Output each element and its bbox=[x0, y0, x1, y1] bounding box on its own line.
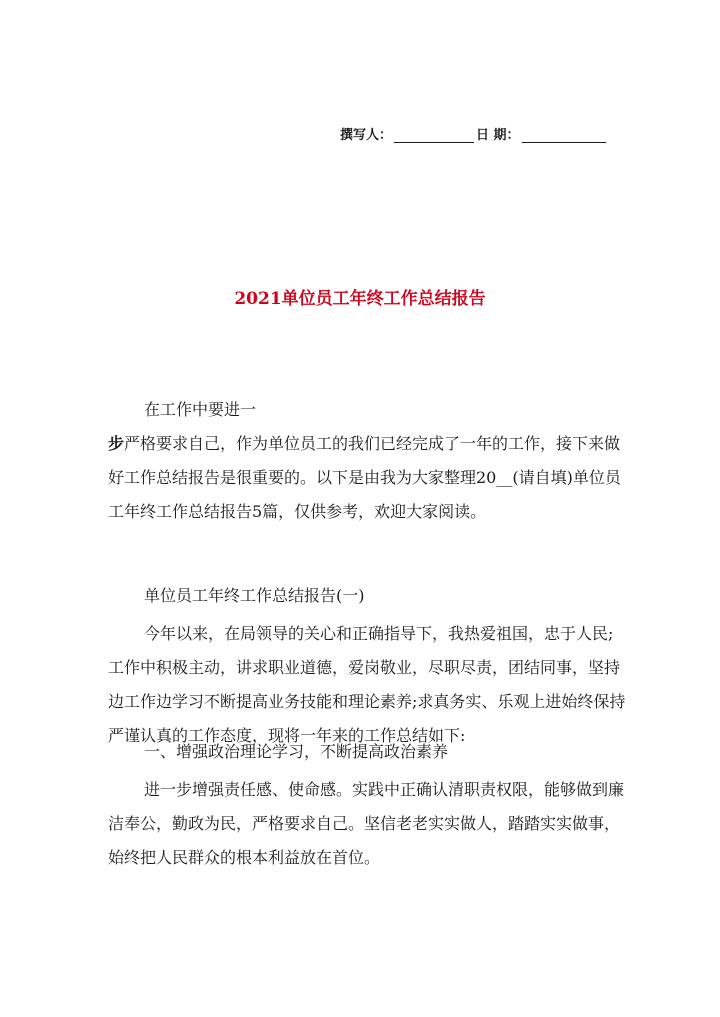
section-heading-1: 一、增强政治理论学习，不断提高政治素养 bbox=[144, 742, 449, 761]
date-blank bbox=[522, 128, 606, 143]
author-blank bbox=[394, 128, 474, 143]
intro-paragraph bbox=[108, 427, 628, 529]
intro-text: 严格要求自己，作为单位员工的我们已经完成了一年的工作，接下来做好工作总结报告是很重要的。以下是由我为大家整理20__(请自填)单位员工年终工作总结报告5篇，仅供参考，欢迎大家阅读。 bbox=[108, 434, 621, 521]
body-paragraph-1: 今年以来，在局领导的关心和正确指导下，我热爱祖国，忠于人民;工作中积极主动，讲求职业道德，爱岗敬业，尽职尽责，团结同事，坚持边工作边学习不断提高业务技能和理论素养;求真务实、乐观上进始终保持严谨认真的工作态度，现将一年来的工作总结如下: bbox=[108, 624, 626, 745]
author-label: 撰写人： bbox=[340, 128, 393, 143]
intro-bold-char: 步 bbox=[108, 434, 125, 453]
intro-first-line: 在工作中要进一 bbox=[144, 400, 257, 419]
date-label: 日 期： bbox=[476, 128, 520, 143]
document-title: 2021单位员工年终工作总结报告 bbox=[234, 289, 486, 309]
body-paragraph-2: 进一步增强责任感、使命感。实践中正确认清职责权限，能够做到廉洁奉公，勤政为民，严格要求自己。坚信老老实实做人，踏踏实实做事，始终把人民群众的根本利益放在首位。 bbox=[108, 780, 625, 867]
author-date-line bbox=[340, 124, 615, 143]
report-heading: 单位员工年终工作总结报告(一) bbox=[144, 586, 365, 605]
